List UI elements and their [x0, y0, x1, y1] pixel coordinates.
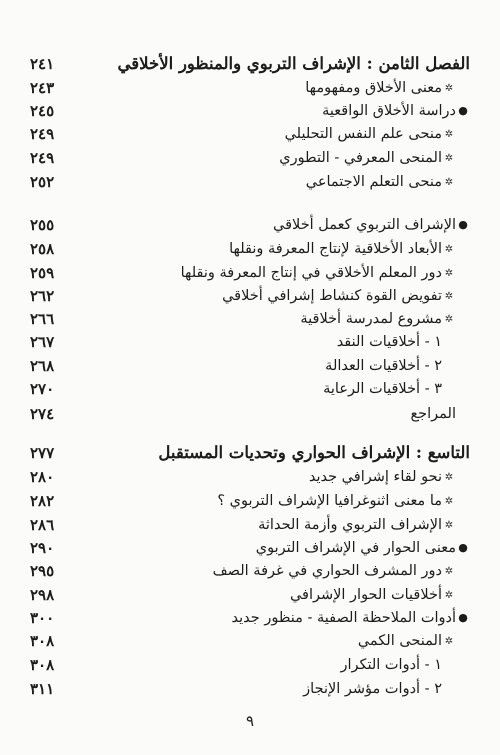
toc-entry-title: دور المشرف الحواري في غرفة الصف [212, 563, 442, 579]
toc-page-number: ٣٠٨ [30, 632, 55, 650]
toc-entry [30, 606, 470, 630]
bullet-star-icon: ✲ [444, 244, 454, 255]
toc-entry-title: ٢ - أدوات مؤشر الإنجاز [303, 681, 442, 697]
toc-entry [30, 261, 470, 285]
toc-entry [30, 122, 470, 146]
bullet-star-icon: ✲ [444, 291, 454, 302]
toc-entry [30, 629, 470, 653]
bullet-star-icon: ✲ [444, 636, 454, 647]
toc-entry-title: الفصل الثامن : الإشراف التربوي والمنظور الأخلاقي [117, 54, 470, 73]
toc-entry [30, 237, 470, 261]
toc-entry [30, 284, 470, 308]
toc-entry-title: دراسة الأخلاق الواقعية [322, 103, 456, 119]
toc-entry [30, 307, 470, 331]
bullet-star-icon: ✲ [444, 496, 454, 507]
toc-entry-title: التاسع : الإشراف الحواري وتحديات المستقبل [158, 443, 470, 462]
toc-page-number: ٢٤٥ [30, 102, 55, 120]
bullet-star-icon: ✲ [444, 268, 454, 279]
toc-page-number: ٢٥٥ [30, 216, 55, 234]
toc-entry-title: ١ - أدوات التكرار [340, 657, 442, 673]
toc-entry [30, 583, 470, 607]
toc-entry-title: المنحى الكمي [357, 633, 442, 649]
toc-entry-title: منحى علم النفس التحليلي [284, 126, 442, 142]
toc-entry [30, 99, 470, 123]
toc-page-number: ٢٦٧ [30, 333, 55, 351]
toc-page-number: ٢٥٢ [30, 173, 55, 191]
toc-entry-title: أدوات الملاحظة الصفية - منظور جديد [231, 610, 456, 626]
toc-page-number: ٢٩٠ [30, 539, 55, 557]
toc-page-number: ٢٨٢ [30, 492, 55, 510]
bullet-star-icon: ✲ [444, 83, 454, 94]
page-number: ٩ [245, 712, 255, 730]
toc-entry-title: المنحى المعرفي - التطوري [279, 150, 442, 166]
toc-entry-title: دور المعلم الأخلاقي في إنتاج المعرفة ونقلها [180, 265, 442, 281]
toc-chapter-heading [30, 441, 470, 465]
toc-entry [30, 354, 470, 378]
bullet-star-icon: ✲ [444, 129, 454, 140]
toc-entry-title: ٣ - أخلاقيات الرعاية [323, 381, 442, 397]
bullet-dot-icon: ● [458, 218, 468, 231]
toc-page-number: ٢٤١ [30, 55, 55, 73]
bullet-dot-icon: ● [458, 104, 468, 117]
toc-entry-title: ١ - أخلاقيات النقد [336, 334, 442, 350]
toc-entry [30, 489, 470, 513]
toc-entry-title: نحو لقاء إشرافي جديد [308, 469, 442, 485]
toc-page-number: ٢٤٩ [30, 125, 55, 143]
toc-entry-title: الإشراف التربوي كعمل أخلاقي [273, 217, 456, 233]
toc-entry [30, 402, 470, 426]
toc-entry-title: معنى الأخلاق ومفهومها [305, 80, 442, 96]
bullet-dot-icon: ● [458, 611, 468, 624]
bullet-star-icon: ✲ [444, 590, 454, 601]
toc-entry [30, 513, 470, 537]
toc-entry-title: ٢ - أخلاقيات العدالة [325, 358, 442, 374]
toc-page-number: ٢٨٠ [30, 468, 55, 486]
toc-entry [30, 559, 470, 583]
toc-page-number: ٢٧٠ [30, 380, 55, 398]
toc-entry-title: تفويض القوة كنشاط إشرافي أخلاقي [222, 288, 442, 304]
toc-entry-title: المراجع [410, 406, 456, 422]
toc-entry [30, 653, 470, 677]
toc-entry [30, 213, 470, 237]
toc-entry [30, 330, 470, 354]
toc-entry-title: معنى الحوار في الإشراف التربوي [255, 540, 456, 556]
toc-page-number: ٢٦٨ [30, 357, 55, 375]
toc-page-number: ٢٩٥ [30, 562, 55, 580]
bullet-star-icon: ✲ [444, 177, 454, 188]
bullet-star-icon: ✲ [444, 314, 454, 325]
bullet-star-icon: ✲ [444, 153, 454, 164]
toc-page-number: ٢٤٣ [30, 79, 55, 97]
toc-page-number: ٢٩٨ [30, 586, 55, 604]
toc-entry-title: ما معنى اثنوغرافيا الإشراف التربوي ؟ [217, 493, 442, 509]
toc-page-number: ٢٤٩ [30, 149, 55, 167]
toc-page-number: ٢٧٤ [30, 405, 55, 423]
toc-entry [30, 146, 470, 170]
toc-entry [30, 377, 470, 401]
toc-page-number: ٢٦٦ [30, 310, 55, 328]
bullet-star-icon: ✲ [444, 472, 454, 483]
toc-entry [30, 536, 470, 560]
toc-page-number: ٢٧٧ [30, 444, 55, 462]
toc-entry-title: منحى التعلم الاجتماعي [305, 174, 442, 190]
toc-page-number: ٢٦٢ [30, 287, 55, 305]
toc-entry-title: الإشراف التربوي وأزمة الحداثة [258, 517, 442, 533]
toc-page-number: ٣٠٨ [30, 656, 55, 674]
bullet-star-icon: ✲ [444, 566, 454, 577]
toc-entry [30, 76, 470, 100]
toc-page-number: ٢٨٦ [30, 516, 55, 534]
toc-entry [30, 170, 470, 194]
bullet-dot-icon: ● [458, 541, 468, 554]
toc-page-number: ٢٥٩ [30, 264, 55, 282]
toc-entry-title: أخلاقيات الحوار الإشرافي [289, 587, 442, 603]
toc-page-number: ٣١١ [30, 680, 55, 698]
toc-page-number: ٣٠٠ [30, 609, 55, 627]
toc-page-number: ٢٥٨ [30, 240, 55, 258]
toc-entry [30, 677, 470, 701]
toc-chapter-heading [30, 52, 470, 76]
bullet-star-icon: ✲ [444, 520, 454, 531]
toc-entry-title: الأبعاد الأخلاقية لإنتاج المعرفة ونقلها [229, 241, 442, 257]
toc-entry [30, 465, 470, 489]
toc-entry-title: مشروع لمدرسة أخلاقية [300, 311, 442, 327]
